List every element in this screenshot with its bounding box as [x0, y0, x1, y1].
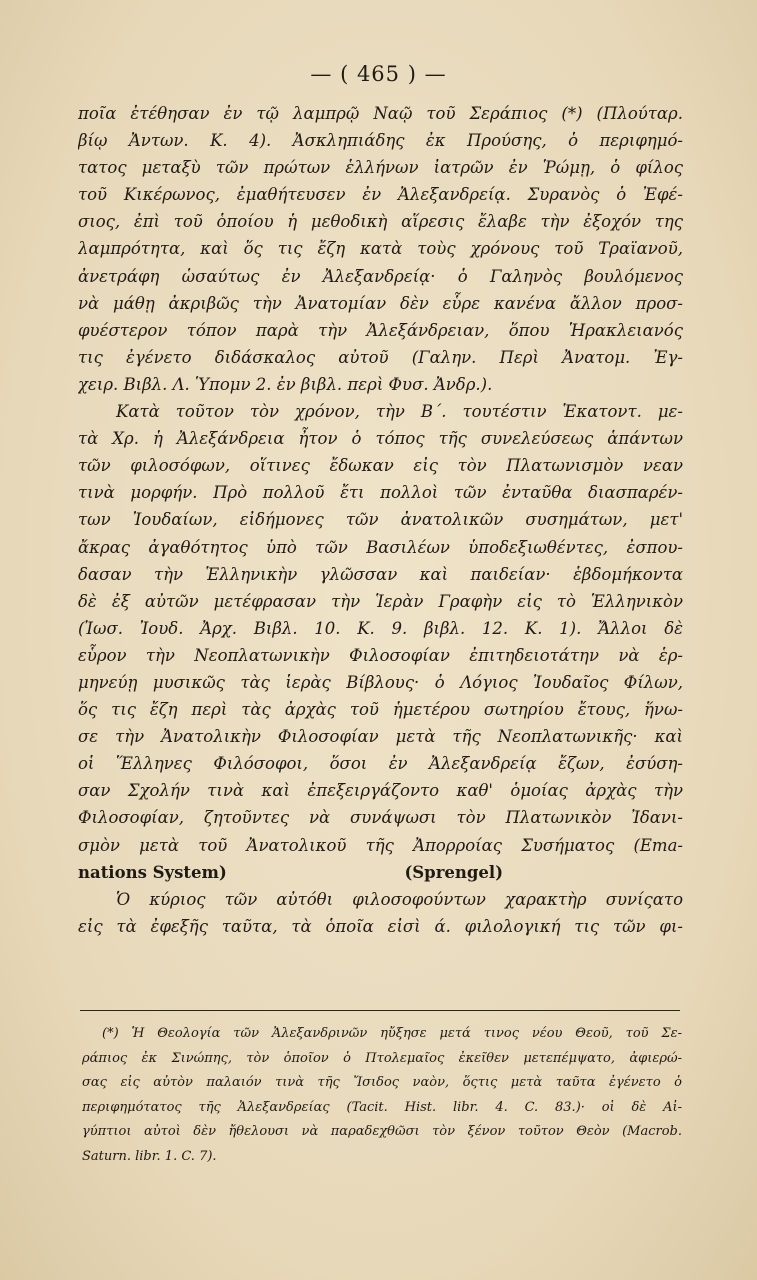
- text-line: δασαν τὴν Ἑλληνικὴν γλῶσσαν καὶ παιδείαν· ἑβδομήκοντα: [78, 564, 683, 584]
- text-line: χειρ. Βιβλ. Λ. Ὑπομν 2. ἐν βιβλ. περὶ Φυσ. Ἀνδρ.).: [78, 374, 493, 394]
- text-line: σμὸν μετὰ τοῦ Ἀνατολικοῦ τῆς Ἀπορροίας Συσήματος (Ema-: [78, 835, 683, 855]
- text-line: (Ἰωσ. Ἰουδ. Ἀρχ. Βιβλ. 10. Κ. 9. βιβλ. 12. Κ. 1). Ἄλλοι δὲ: [78, 618, 683, 638]
- citation-line: [78, 859, 683, 886]
- text-line: ἄκρας ἀγαθότητος ὑπὸ τῶν Βασιλέων ὑποδεξιωθέντες, ἐσπου-: [78, 537, 683, 557]
- text-line: τατος μεταξὺ τῶν πρώτων ἑλλήνων ἰατρῶν ἐν Ῥώμῃ, ὁ φίλος: [78, 158, 683, 178]
- footnote-line: ράπιος ἐκ Σινώπης, τὸν ὁποῖον ὁ Πτολεμαῖος ἐκεῖθεν μετεπέμψατο, ἀφιερώ-: [82, 1050, 682, 1066]
- text-line: ἀνετράφη ὡσαύτως ἐν Ἀλεξανδρείᾳ· ὁ Γαληνὸς βουλόμενος: [78, 266, 683, 286]
- text-line: φυέστερον τόπον παρὰ τὴν Ἀλεξάνδρειαν, ὅπου Ἡρακλειανός: [78, 320, 683, 340]
- footnote-line: Saturn. libr. 1. C. 7).: [82, 1148, 217, 1164]
- footnote-line: περιφημότατος τῆς Ἀλεξανδρείας (Tacit. Hist. libr. 4. C. 83.)· οἱ δὲ Αἰ-: [82, 1099, 682, 1115]
- text-line: βίῳ Ἀντων. Κ. 4). Ἀσκληπιάδης ἐκ Προύσης, ὁ περιφημό-: [78, 131, 683, 151]
- paragraph-start-line: Ὁ κύριος τῶν αὐτόθι φιλοσοφούντων χαρακτὴρ συνίςατο: [116, 889, 683, 909]
- footnote-line: σας εἰς αὐτὸν παλαιόν τινὰ τῆς Ἴσιδος ναὸν, ὅςτις μετὰ ταῦτα ἐγένετο ὁ: [82, 1075, 682, 1090]
- text-line: σαν Σχολήν τινὰ καὶ ἐπεξειργάζοντο καθ' ὁμοίας ἀρχὰς τὴν: [78, 781, 683, 801]
- main-text: [78, 100, 683, 940]
- text-line: εὗρον τὴν Νεοπλατωνικὴν Φιλοσοφίαν ἐπιτηδειοτάτην νὰ ἑρ-: [78, 645, 683, 665]
- text-line: δὲ ἐξ αὐτῶν μετέφρασαν τὴν Ἱερὰν Γραφὴν εἰς τὸ Ἑλληνικὸν: [78, 591, 683, 611]
- text-line: νὰ μάθῃ ἀκριβῶς τὴν Ἀνατομίαν δὲν εὗρε κανένα ἄλλον προσ-: [78, 293, 683, 313]
- page-number: — ( 465 ) —: [310, 62, 447, 86]
- text-line: ὅς τις ἔζη περὶ τὰς ἀρχὰς τοῦ ἡμετέρου σωτηρίου ἔτους, ἥνω-: [78, 700, 683, 720]
- citation-right: (Sprengel): [404, 862, 503, 882]
- text-line: Φιλοσοφίαν, ζητοῦντες νὰ συνάψωσι τὸν Πλατωνικὸν Ἰδανι-: [78, 808, 683, 828]
- text-line: ποῖα ἐτέθησαν ἐν τῷ λαμπρῷ Ναῷ τοῦ Σεράπιος (*) (Πλούταρ.: [78, 104, 683, 123]
- footnote-line: γύπτιοι αὐτοὶ δὲν ἤθελουσι νὰ παραδεχθῶσι τὸν ξένον τοῦτον Θεὸν (Macrob.: [82, 1124, 682, 1139]
- footnote-divider: [80, 1010, 680, 1011]
- citation-left: nations System): [78, 862, 227, 882]
- text-line: εἰς τὰ ἐφεξῆς ταῦτα, τὰ ὁποῖα εἰσὶ ά. φιλολογική τις τῶν φι-: [78, 916, 683, 936]
- text-line: λαμπρότητα, καὶ ὅς τις ἔζη κατὰ τοὺς χρόνους τοῦ Τραϊανοῦ,: [78, 239, 683, 259]
- text-line: τοῦ Κικέρωνος, ἐμαθήτευσεν ἐν Ἀλεξανδρείᾳ. Συρανὸς ὁ Ἐφέ-: [78, 185, 683, 205]
- text-line: τις ἐγένετο διδάσκαλος αὐτοῦ (Γαλην. Περὶ Ἀνατομ. Ἐγ-: [78, 347, 683, 367]
- text-line: τῶν φιλοσόφων, οἵτινες ἔδωκαν εἰς τὸν Πλατωνισμὸν νεαν: [78, 456, 683, 476]
- text-line: οἱ Ἕλληνες Φιλόσοφοι, ὅσοι ἐν Ἀλεξανδρείᾳ ἔζων, ἐσύση-: [78, 754, 683, 774]
- text-line: μηνεύῃ μυσικῶς τὰς ἱερὰς Βίβλους· ὁ Λόγιος Ἰουδαῖος Φίλων,: [78, 672, 683, 692]
- footnote-block: [82, 1022, 682, 1169]
- footnote-line: (*) Ἡ Θεολογία τῶν Ἀλεξανδρινῶν ηὔξησε μετά τινος νέου Θεοῦ, τοῦ Σε-: [102, 1026, 682, 1041]
- paragraph-start-line: Κατὰ τοῦτον τὸν χρόνον, τὴν Β΄. τουτέστιν Ἑκατοντ. με-: [116, 402, 683, 422]
- text-line: των Ἰουδαίων, εἰδήμονες τῶν ἀνατολικῶν συσημάτων, μετ': [78, 510, 683, 530]
- text-line: σε τὴν Ἀνατολικὴν Φιλοσοφίαν μετὰ τῆς Νεοπλατωνικῆς· καὶ: [78, 727, 683, 747]
- text-line: τὰ Χρ. ἡ Ἀλεξάνδρεια ἦτον ὁ τόπος τῆς συνελεύσεως ἁπάντων: [78, 429, 683, 449]
- text-line: σιος, ἐπὶ τοῦ ὁποίου ἡ μεθοδικὴ αἵρεσις ἔλαβε τὴν ἐξοχόν της: [78, 212, 683, 232]
- text-line: τινὰ μορφήν. Πρὸ πολλοῦ ἔτι πολλοὶ τῶν ἐνταῦθα διασπαρέν-: [78, 483, 683, 503]
